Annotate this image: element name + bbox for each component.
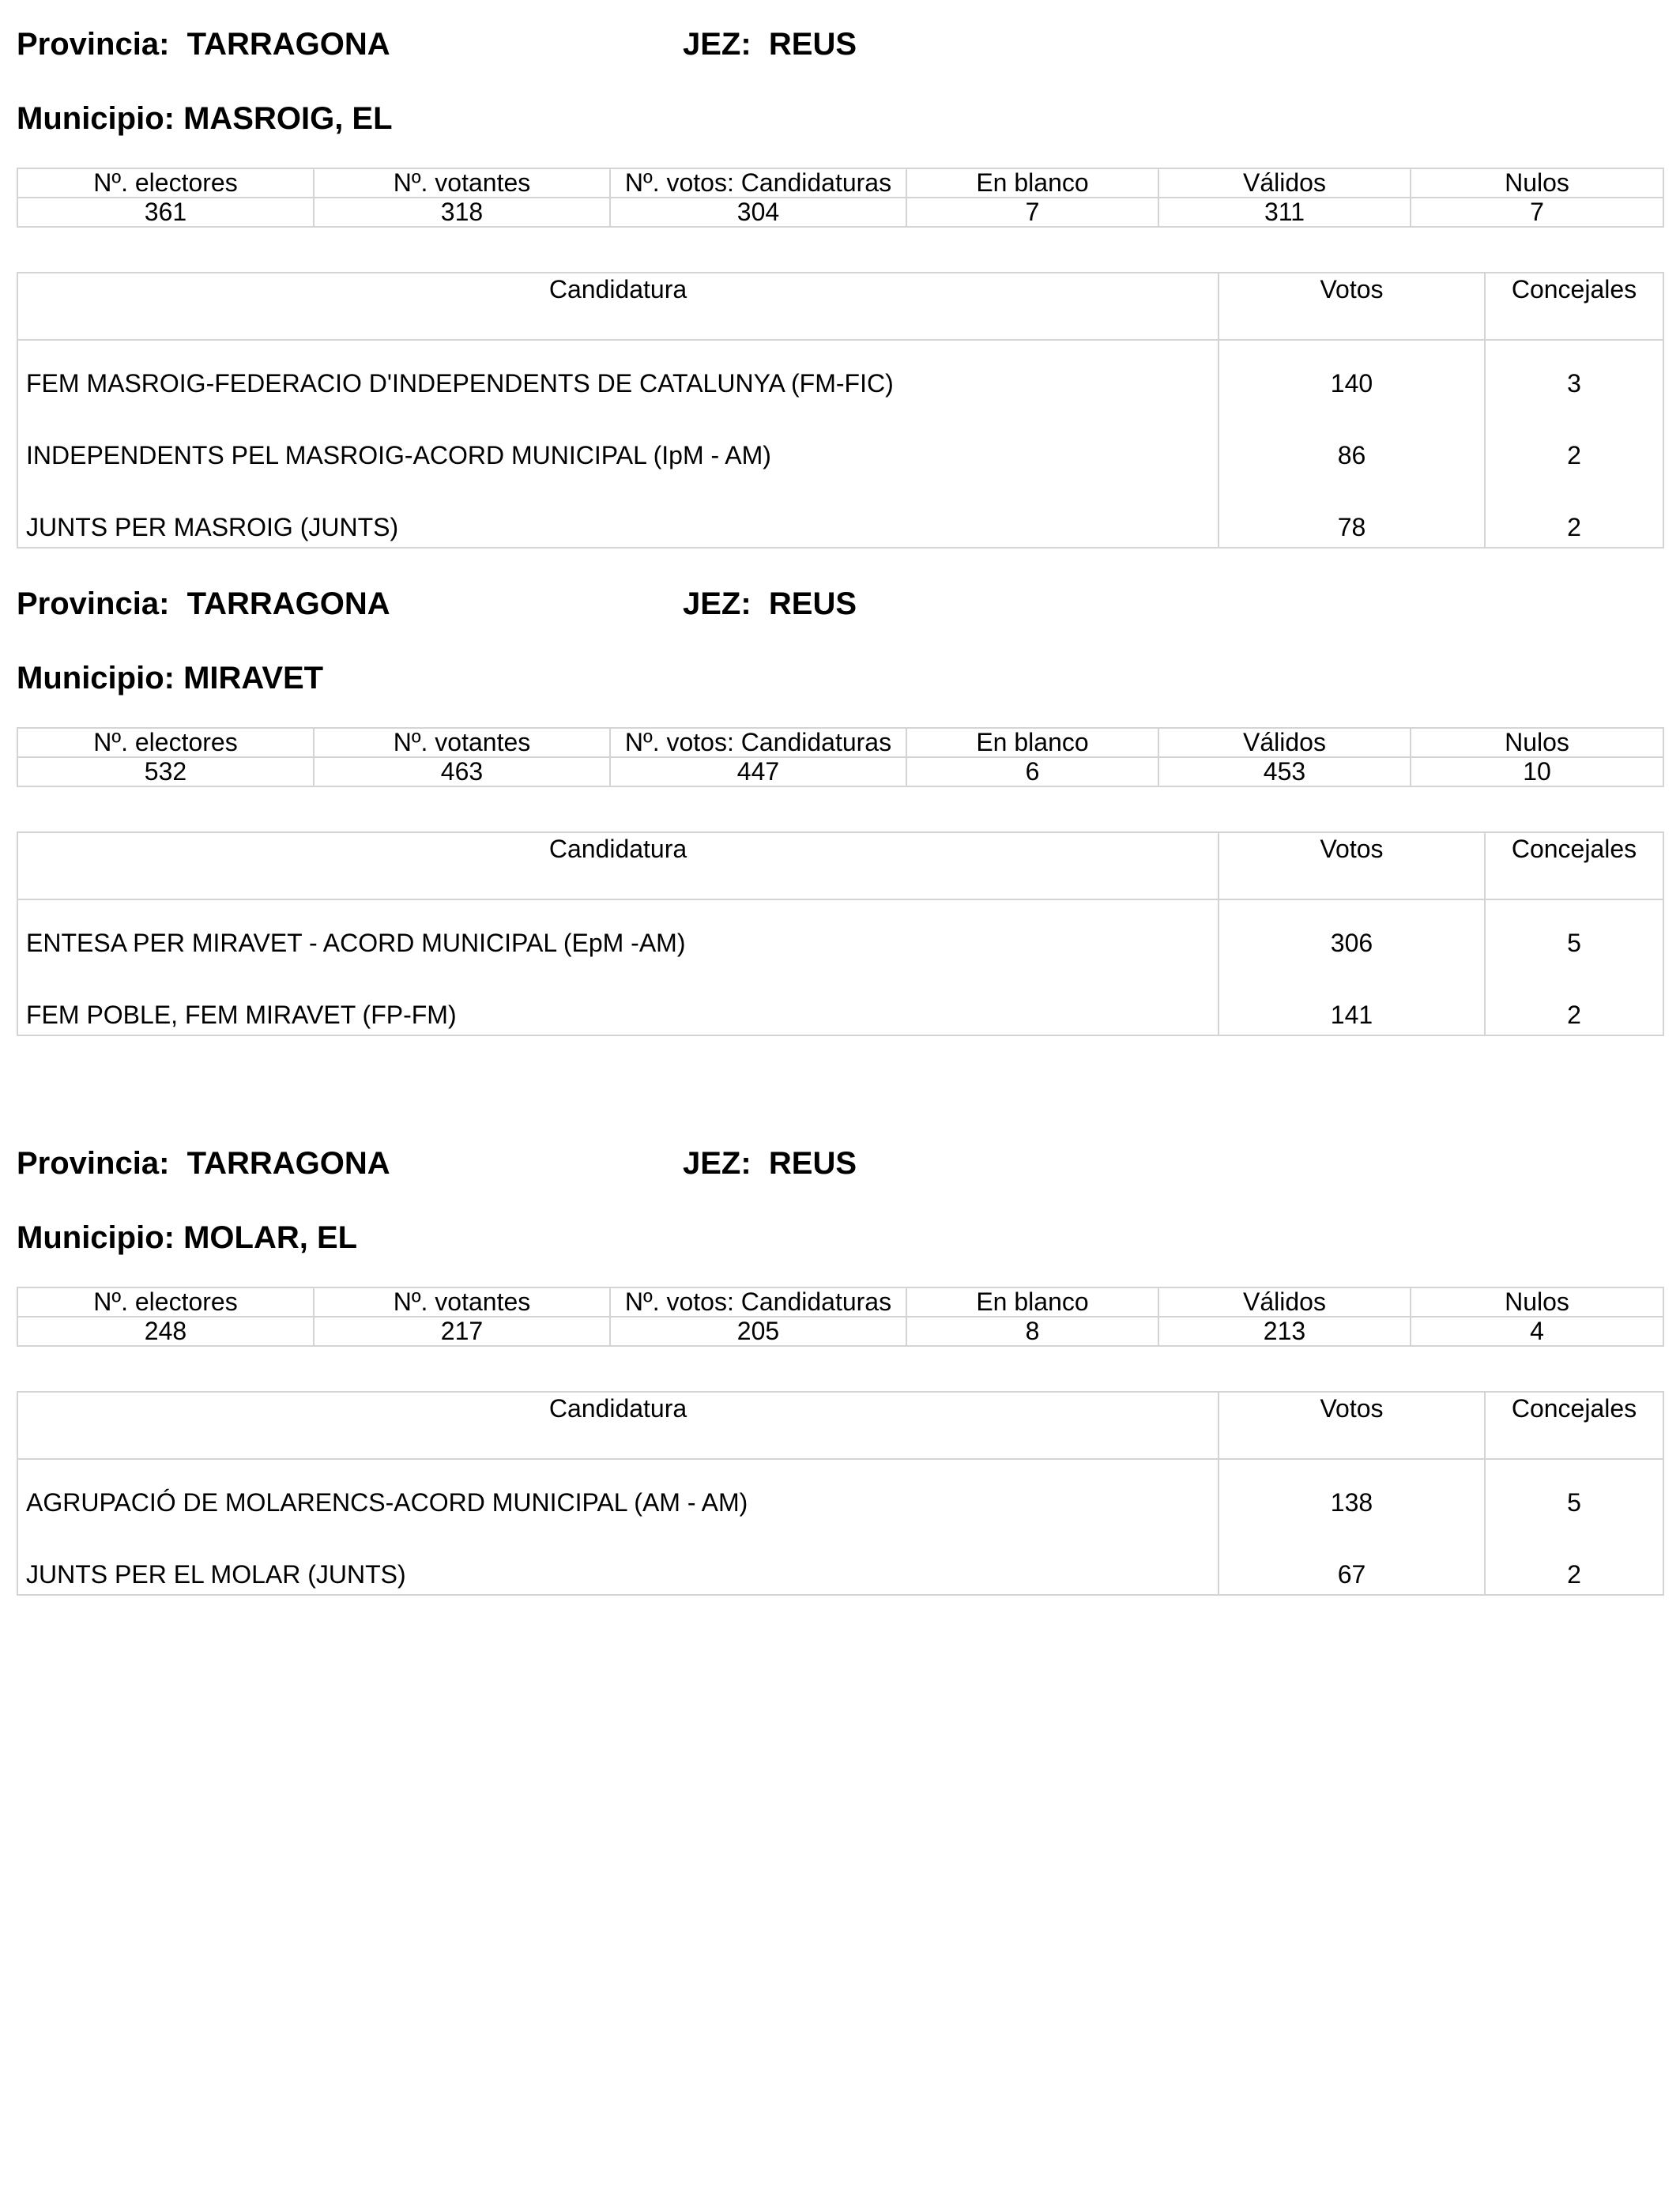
candidatura-name: ENTESA PER MIRAVET - ACORD MUNICIPAL (EpM -AM) <box>26 929 686 957</box>
stats-header-row <box>17 728 1663 757</box>
votos-value: 86 <box>1219 403 1485 475</box>
table-row <box>17 340 1663 403</box>
concejales-value: 3 <box>1485 340 1663 403</box>
stats-header-cell: En blanco <box>906 1287 1158 1317</box>
stats-header-row <box>17 168 1663 198</box>
jez-heading: JEZ: REUS <box>683 27 857 62</box>
stats-value-row <box>17 757 1663 786</box>
stats-header-cell: Válidos <box>1158 1287 1411 1317</box>
municipio-heading: Municipio: MOLAR, EL <box>17 1220 358 1255</box>
candidatura-name: FEM MASROIG-FEDERACIO D'INDEPENDENTS DE CATALUNYA (FM-FIC) <box>26 369 894 398</box>
concejales-value: 5 <box>1485 899 1663 963</box>
stats-value-row <box>17 198 1663 227</box>
candidatura-header: Candidatura <box>17 273 1219 340</box>
stats-value-cell: 318 <box>314 198 610 227</box>
stats-header-cell: Nº. votantes <box>314 728 610 757</box>
stats-value-cell: 10 <box>1411 757 1663 786</box>
table-row <box>17 899 1663 963</box>
stats-header-cell: En blanco <box>906 168 1158 198</box>
votos-header: Votos <box>1219 1392 1485 1459</box>
stats-table <box>17 1287 1664 1347</box>
candidaturas-table <box>17 1391 1664 1596</box>
municipio-heading: Municipio: MIRAVET <box>17 661 324 696</box>
votos-value: 140 <box>1219 340 1485 403</box>
concejales-value: 5 <box>1485 1459 1663 1522</box>
stats-value-cell: 361 <box>17 198 314 227</box>
candidaturas-header-row <box>17 1392 1663 1459</box>
concejales-value: 2 <box>1485 1522 1663 1595</box>
stats-header-cell: En blanco <box>906 728 1158 757</box>
stats-header-cell: Nº. electores <box>17 168 314 198</box>
stats-value-cell: 248 <box>17 1317 314 1346</box>
stats-header-cell: Nulos <box>1411 1287 1663 1317</box>
stats-value-cell: 6 <box>906 757 1158 786</box>
candidatura-header: Candidatura <box>17 1392 1219 1459</box>
votos-value: 67 <box>1219 1522 1485 1595</box>
table-row <box>17 403 1663 475</box>
stats-value-cell: 4 <box>1411 1317 1663 1346</box>
stats-header-cell: Nulos <box>1411 168 1663 198</box>
stats-value-cell: 447 <box>610 757 906 786</box>
stats-header-cell: Válidos <box>1158 728 1411 757</box>
jez-heading: JEZ: REUS <box>683 1146 857 1181</box>
candidaturas-table <box>17 272 1664 548</box>
candidatura-header: Candidatura <box>17 832 1219 899</box>
stats-header-cell: Nulos <box>1411 728 1663 757</box>
stats-value-cell: 7 <box>1411 198 1663 227</box>
candidatura-name: JUNTS PER EL MOLAR (JUNTS) <box>26 1560 406 1589</box>
stats-value-cell: 463 <box>314 757 610 786</box>
candidatura-name: INDEPENDENTS PEL MASROIG-ACORD MUNICIPAL (IpM - AM) <box>26 441 771 469</box>
stats-header-cell: Nº. votos: Candidaturas <box>610 168 906 198</box>
stats-value-cell: 453 <box>1158 757 1411 786</box>
stats-value-cell: 7 <box>906 198 1158 227</box>
stats-value-cell: 532 <box>17 757 314 786</box>
stats-value-cell: 311 <box>1158 198 1411 227</box>
table-row <box>17 963 1663 1035</box>
candidaturas-header-row <box>17 273 1663 340</box>
candidatura-name: JUNTS PER MASROIG (JUNTS) <box>26 513 399 541</box>
concejales-value: 2 <box>1485 475 1663 548</box>
votos-value: 141 <box>1219 963 1485 1035</box>
concejales-value: 2 <box>1485 403 1663 475</box>
stats-header-cell: Nº. votantes <box>314 1287 610 1317</box>
stats-header-cell: Nº. votos: Candidaturas <box>610 1287 906 1317</box>
concejales-header: Concejales <box>1485 273 1663 340</box>
candidatura-name: FEM POBLE, FEM MIRAVET (FP-FM) <box>26 1001 457 1029</box>
stats-value-cell: 217 <box>314 1317 610 1346</box>
provincia-heading: Provincia: TARRAGONA <box>17 27 390 62</box>
stats-value-cell: 205 <box>610 1317 906 1346</box>
votos-value: 138 <box>1219 1459 1485 1522</box>
stats-value-cell: 8 <box>906 1317 1158 1346</box>
stats-header-cell: Válidos <box>1158 168 1411 198</box>
stats-header-cell: Nº. votantes <box>314 168 610 198</box>
candidaturas-table <box>17 831 1664 1036</box>
stats-value-cell: 304 <box>610 198 906 227</box>
stats-value-row <box>17 1317 1663 1346</box>
municipio-heading: Municipio: MASROIG, EL <box>17 101 393 136</box>
stats-value-cell: 213 <box>1158 1317 1411 1346</box>
stats-header-cell: Nº. electores <box>17 1287 314 1317</box>
provincia-heading: Provincia: TARRAGONA <box>17 586 390 621</box>
votos-value: 306 <box>1219 899 1485 963</box>
provincia-heading: Provincia: TARRAGONA <box>17 1146 390 1181</box>
candidaturas-header-row <box>17 832 1663 899</box>
votos-value: 78 <box>1219 475 1485 548</box>
stats-table <box>17 727 1664 787</box>
stats-header-cell: Nº. votos: Candidaturas <box>610 728 906 757</box>
votos-header: Votos <box>1219 273 1485 340</box>
jez-heading: JEZ: REUS <box>683 586 857 621</box>
concejales-value: 2 <box>1485 963 1663 1035</box>
table-row <box>17 1522 1663 1595</box>
table-row <box>17 475 1663 548</box>
stats-table <box>17 168 1664 228</box>
votos-header: Votos <box>1219 832 1485 899</box>
concejales-header: Concejales <box>1485 1392 1663 1459</box>
stats-header-cell: Nº. electores <box>17 728 314 757</box>
stats-header-row <box>17 1287 1663 1317</box>
table-row <box>17 1459 1663 1522</box>
concejales-header: Concejales <box>1485 832 1663 899</box>
candidatura-name: AGRUPACIÓ DE MOLARENCS-ACORD MUNICIPAL (AM - AM) <box>26 1488 748 1517</box>
